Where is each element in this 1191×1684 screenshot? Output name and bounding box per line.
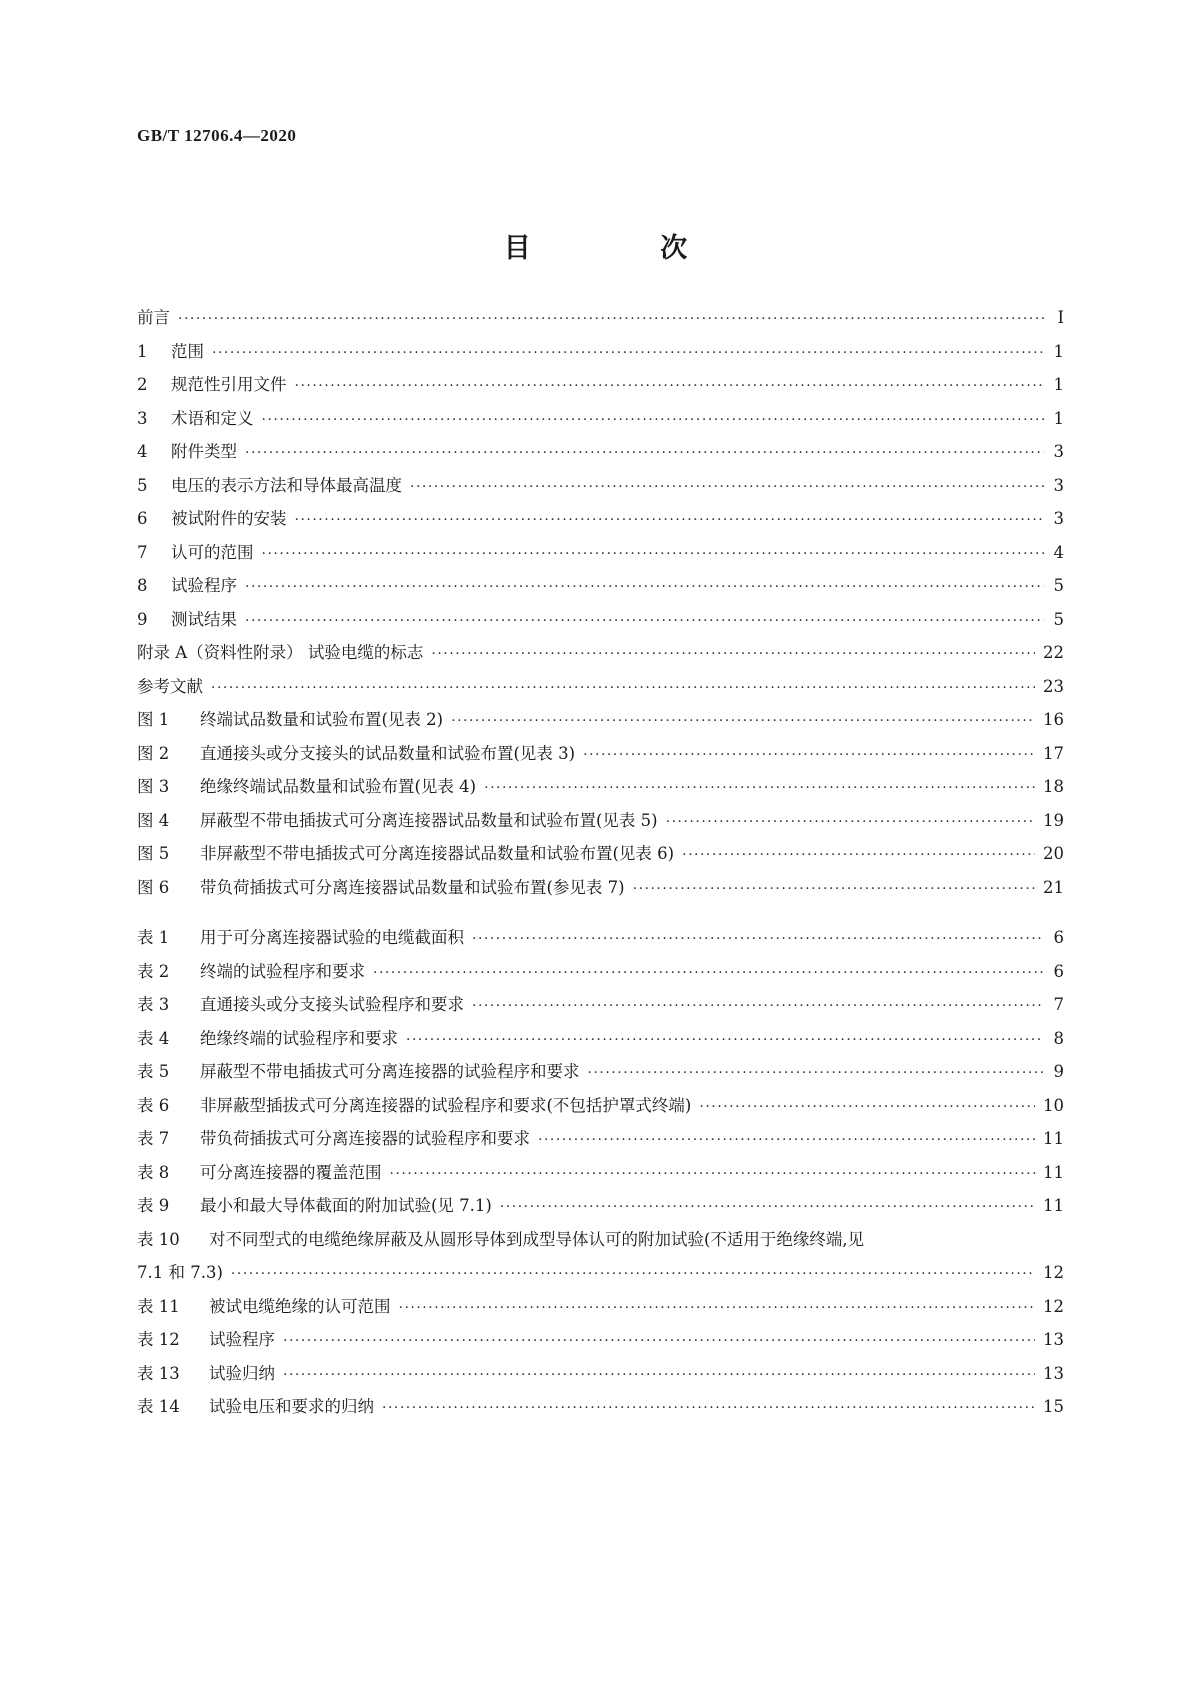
toc-entry-page: 1 — [1053, 341, 1064, 361]
document-code: GB/T 12706.4—2020 — [137, 126, 297, 145]
toc-entry-title: 绝缘终端的试验程序和要求 — [200, 1028, 398, 1048]
toc-table-4[interactable] — [137, 1022, 1064, 1056]
toc-entry-number: 表 2 — [137, 961, 170, 981]
toc-entry-title: 直通接头或分支接头的试品数量和试验布置(见表 3) — [200, 743, 576, 763]
dot-leader — [399, 1292, 1036, 1326]
toc-entry-page: 9 — [1053, 1062, 1064, 1081]
toc-entry-title: 试验电压和要求的归纳 — [209, 1397, 374, 1416]
toc-figure-4[interactable] — [137, 804, 1064, 838]
toc-entry-9[interactable] — [137, 603, 1064, 637]
toc-entry-number: 表 1 — [137, 928, 170, 947]
toc-entry-page: 1 — [1053, 375, 1064, 394]
toc-entry-title: 试验程序 — [171, 576, 237, 595]
toc-entry-page: 3 — [1053, 442, 1064, 461]
toc-entry-number: 表 10 — [137, 1229, 180, 1249]
toc-entry-title: 规范性引用文件 — [171, 375, 287, 394]
toc-entry-title: 电压的表示方法和导体最高温度 — [171, 475, 402, 495]
toc-table-3[interactable] — [137, 988, 1064, 1022]
toc-entry-page: 8 — [1053, 1028, 1064, 1048]
dot-leader — [211, 672, 1035, 706]
toc-entry-page: 21 — [1043, 877, 1064, 897]
toc-entry-number: 6 — [137, 509, 148, 528]
toc-entry-number: 9 — [137, 609, 148, 629]
toc-entry-title: 对不同型式的电缆绝缘屏蔽及从圆形导体到成型导体认可的附加试验(不适用于绝缘终端,见 — [209, 1229, 865, 1249]
dot-leader — [245, 605, 1044, 639]
toc-table-12[interactable] — [137, 1323, 1064, 1357]
toc-entry-2[interactable] — [137, 368, 1064, 402]
toc-entry-number: 图 2 — [137, 743, 170, 763]
toc-entry-number: 表 8 — [137, 1162, 170, 1182]
toc-entry-title: 直通接头或分支接头试验程序和要求 — [200, 995, 464, 1014]
toc-entry-title: 用于可分离连接器试验的电缆截面积 — [200, 928, 464, 947]
toc-entry-number: 图 4 — [137, 810, 170, 830]
toc-figure-5[interactable] — [137, 837, 1064, 871]
toc-entry-title: 范围 — [171, 341, 204, 361]
toc-entry-page: 6 — [1053, 928, 1064, 947]
toc-entry-page: 10 — [1043, 1095, 1064, 1115]
toc-figure-1[interactable] — [137, 703, 1064, 737]
dot-leader — [295, 504, 1045, 538]
toc-entry-page: 15 — [1043, 1397, 1064, 1416]
dot-leader — [373, 957, 1044, 991]
dot-leader — [390, 1158, 1036, 1192]
toc-entry-page: 4 — [1053, 542, 1064, 562]
toc-entry-number: 图 3 — [137, 777, 170, 796]
dot-leader — [262, 538, 1045, 572]
toc-entry-number: 2 — [137, 375, 148, 394]
dot-leader — [500, 1191, 1035, 1225]
dot-leader — [245, 571, 1044, 605]
toc-entry-7[interactable] — [137, 536, 1064, 570]
dot-leader — [583, 739, 1035, 773]
toc-entry-title: 试验程序 — [209, 1330, 275, 1349]
toc-entry-number: 表 4 — [137, 1028, 170, 1048]
dot-leader — [406, 1024, 1044, 1058]
toc-entry-page: 3 — [1053, 509, 1064, 528]
toc-entry-title: 带负荷插拔式可分离连接器的试验程序和要求 — [200, 1129, 530, 1148]
toc-entry-title: 术语和定义 — [171, 408, 254, 428]
toc-entry-page: 13 — [1043, 1330, 1064, 1349]
toc-entry-page: 11 — [1043, 1129, 1064, 1148]
toc-entry-page: 7 — [1053, 995, 1064, 1014]
toc-entry-bibliography[interactable] — [137, 670, 1064, 704]
toc-entry-1[interactable] — [137, 335, 1064, 369]
toc-entry-title: 非屏蔽型插拔式可分离连接器的试验程序和要求(不包括护罩式终端) — [200, 1095, 692, 1115]
toc-table-9[interactable] — [137, 1189, 1064, 1223]
toc-entry-title: 绝缘终端试品数量和试验布置(见表 4) — [200, 777, 477, 796]
toc-entry-title: 被试附件的安装 — [171, 509, 287, 528]
toc-entry-title: 终端试品数量和试验布置(见表 2) — [200, 710, 444, 729]
toc-entry-title: 最小和最大导体截面的附加试验(见 7.1) — [200, 1196, 492, 1215]
toc-entry-page: 22 — [1043, 643, 1064, 662]
dot-leader — [262, 404, 1045, 438]
toc-entry-title: 试验归纳 — [209, 1363, 275, 1383]
toc-entry-number: 图 1 — [137, 710, 170, 729]
dot-leader — [245, 437, 1044, 471]
toc-entry-title: 终端的试验程序和要求 — [200, 961, 365, 981]
toc-entry-page: 18 — [1043, 777, 1064, 796]
toc-entry-number: 图 5 — [137, 844, 170, 863]
toc-table-14[interactable] — [137, 1390, 1064, 1424]
toc-entry-page: 6 — [1053, 961, 1064, 981]
toc-entry-number: 5 — [137, 475, 148, 495]
toc-entry-page: 12 — [1043, 1296, 1064, 1316]
dot-leader — [178, 303, 1044, 337]
toc-entry-number: 8 — [137, 576, 148, 595]
toc-figure-6[interactable] — [137, 871, 1064, 905]
toc-entry-title: 测试结果 — [171, 609, 237, 629]
toc-entry-number: 表 13 — [137, 1363, 180, 1383]
toc-entry-page: 19 — [1043, 810, 1064, 830]
toc-entry-number: 表 3 — [137, 995, 170, 1014]
dot-leader — [472, 923, 1044, 957]
toc-entry-page: 12 — [1043, 1263, 1064, 1282]
toc-entry-title: 被试电缆绝缘的认可范围 — [209, 1296, 391, 1316]
dot-leader — [431, 638, 1035, 672]
toc-entry-page: 11 — [1043, 1162, 1064, 1182]
toc-main — [137, 301, 1064, 703]
dot-leader — [633, 873, 1035, 907]
toc-table-10[interactable] — [137, 1223, 1064, 1290]
toc-entry-annex-a[interactable] — [137, 636, 1064, 670]
toc-entry-page: 1 — [1053, 408, 1064, 428]
toc-entry-first-line — [137, 1223, 1064, 1257]
toc-entry-number: 表 11 — [137, 1296, 180, 1316]
dot-leader — [283, 1325, 1035, 1359]
toc-figure-3[interactable] — [137, 770, 1064, 804]
dot-leader — [382, 1392, 1035, 1426]
dot-leader — [699, 1091, 1035, 1125]
toc-entry-page: 13 — [1043, 1363, 1064, 1383]
toc-entry-title: 屏蔽型不带电插拔式可分离连接器的试验程序和要求 — [200, 1062, 580, 1081]
toc-entry-title: 带负荷插拔式可分离连接器试品数量和试验布置(参见表 7) — [200, 877, 625, 897]
toc-entry-page: 16 — [1043, 710, 1064, 729]
toc-entry-8[interactable] — [137, 569, 1064, 603]
toc-entry-title: 附件类型 — [171, 442, 237, 461]
toc-entry-number: 1 — [137, 341, 148, 361]
dot-leader — [231, 1258, 1035, 1292]
dot-leader — [484, 772, 1035, 806]
dot-leader — [451, 705, 1035, 739]
toc-table-8[interactable] — [137, 1156, 1064, 1190]
toc-entry-page: 11 — [1043, 1196, 1064, 1215]
dot-leader — [472, 990, 1044, 1024]
dot-leader — [212, 337, 1044, 371]
toc-table-7[interactable] — [137, 1122, 1064, 1156]
toc-entry-number: 表 14 — [137, 1397, 180, 1416]
toc-tables — [137, 921, 1064, 1424]
dot-leader — [682, 839, 1035, 873]
toc-entry-title: 附录 A（资料性附录） 试验电缆的标志 — [137, 643, 424, 662]
toc-figure-2[interactable] — [137, 737, 1064, 771]
toc-entry-title: 可分离连接器的覆盖范围 — [200, 1162, 382, 1182]
dot-leader — [538, 1124, 1035, 1158]
toc-entry-title: 认可的范围 — [171, 542, 254, 562]
toc-entry-number: 表 7 — [137, 1129, 170, 1148]
toc-entry-title: 参考文献 — [137, 676, 203, 696]
toc-entry-5[interactable] — [137, 469, 1064, 503]
toc-entry-4[interactable] — [137, 435, 1064, 469]
toc-entry-6[interactable] — [137, 502, 1064, 536]
page-title: 目 次 — [503, 233, 748, 264]
toc-entry-second-line — [137, 1256, 1064, 1290]
toc-table-13[interactable] — [137, 1357, 1064, 1391]
toc-figures — [137, 703, 1064, 904]
toc-entry-page: Ⅰ — [1057, 308, 1064, 327]
toc-table-1[interactable] — [137, 921, 1064, 955]
toc-entry-number: 表 6 — [137, 1095, 170, 1115]
toc-table-11[interactable] — [137, 1290, 1064, 1324]
toc-entry-3[interactable] — [137, 402, 1064, 436]
toc-entry-page: 20 — [1043, 844, 1064, 863]
toc-entry-number: 表 5 — [137, 1062, 170, 1081]
toc-entry-page: 17 — [1043, 743, 1064, 763]
dot-leader — [295, 370, 1045, 404]
dot-leader — [666, 806, 1035, 840]
toc-table-2[interactable] — [137, 955, 1064, 989]
toc-table-5[interactable] — [137, 1055, 1064, 1089]
toc-entry-title: 屏蔽型不带电插拔式可分离连接器试品数量和试验布置(见表 5) — [200, 810, 658, 830]
toc-entry-number: 图 6 — [137, 877, 170, 897]
toc-entry-number: 表 9 — [137, 1196, 170, 1215]
toc-entry-page: 23 — [1043, 676, 1064, 696]
dot-leader — [283, 1359, 1035, 1393]
toc-entry-number: 7 — [137, 542, 148, 562]
toc-entry-number: 4 — [137, 442, 148, 461]
toc-entry-title: 前言 — [137, 308, 170, 327]
dot-leader — [410, 471, 1044, 505]
toc-entry-title: 非屏蔽型不带电插拔式可分离连接器试品数量和试验布置(见表 6) — [200, 844, 675, 863]
toc-entry-title-continued: 7.1 和 7.3) — [137, 1263, 223, 1282]
toc-entry-page: 5 — [1053, 576, 1064, 595]
toc-entry-page: 3 — [1053, 475, 1064, 495]
dot-leader — [588, 1057, 1045, 1091]
toc-entry-page: 5 — [1053, 609, 1064, 629]
toc-entry-number: 3 — [137, 408, 148, 428]
toc-table-6[interactable] — [137, 1089, 1064, 1123]
toc-entry-foreword[interactable] — [137, 301, 1064, 335]
toc-entry-number: 表 12 — [137, 1330, 180, 1349]
